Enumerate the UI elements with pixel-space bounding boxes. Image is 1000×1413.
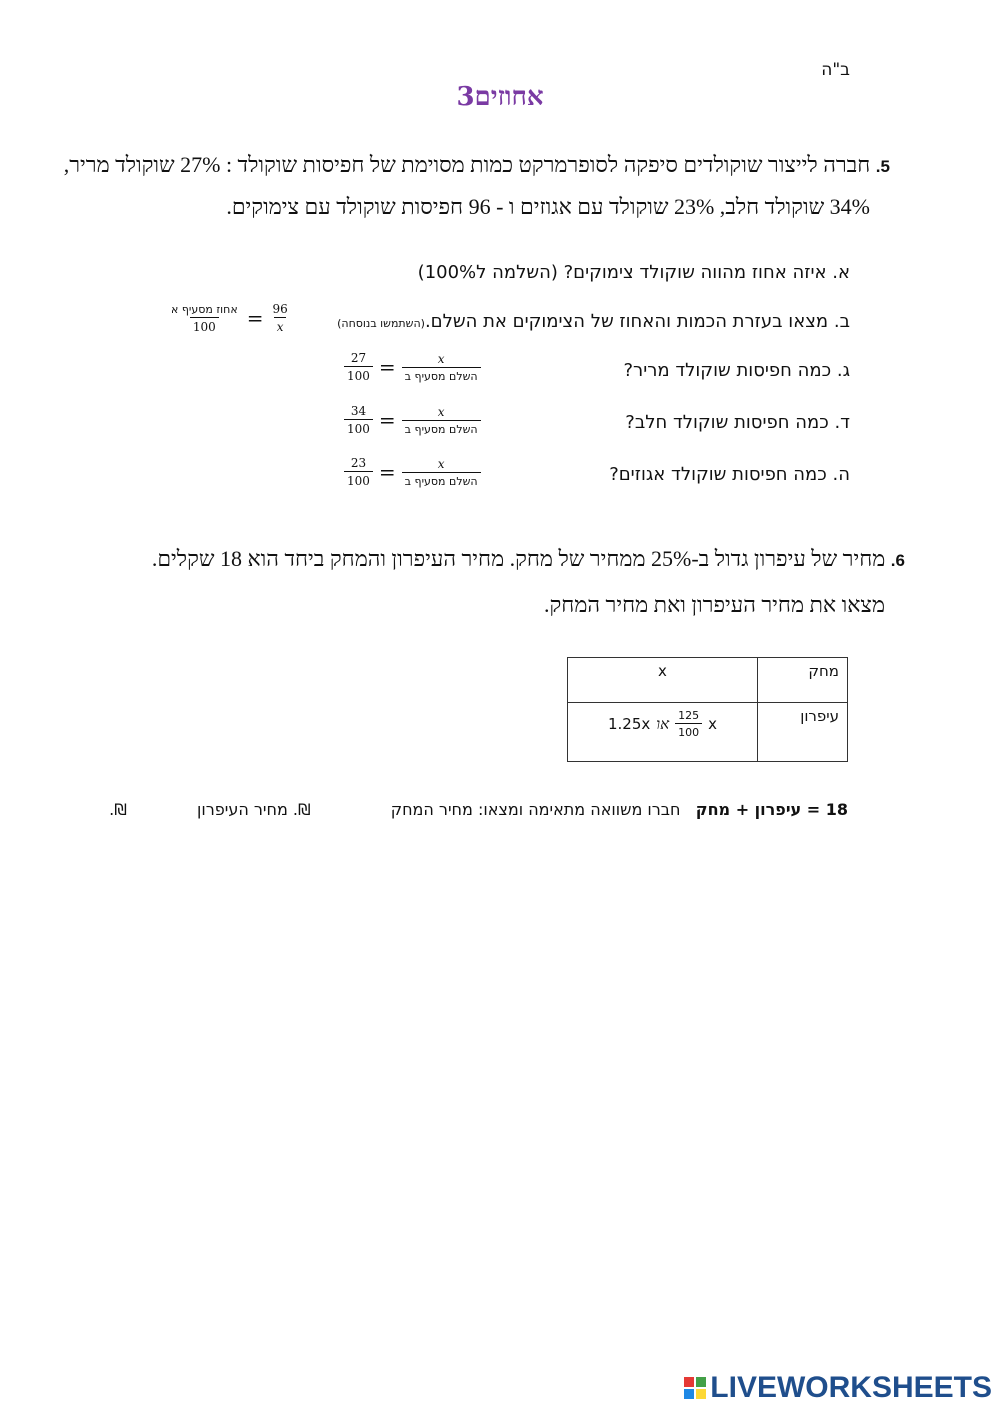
table-row [568, 703, 848, 762]
q5-b-note: (השתמשו בנוסחה) [337, 317, 425, 330]
q6-line1: 6. מחיר של עיפרון גדול ב-25% ממחיר של מחק. מחיר העיפרון והמחק ביחד הוא 18 שקלים. [151, 546, 905, 571]
price-table [567, 657, 848, 762]
value-eraser: x [568, 658, 758, 703]
formula-c: $\frac{27}{100}$ = $\frac{x}{\text{השלם מסעיף ב}}$ [344, 351, 481, 383]
q6-line2: מצאו את מחיר העיפרון ואת מחיר המחק. [544, 592, 885, 617]
logo-grid-icon [684, 1377, 706, 1399]
equation-line: 18 = עיפרון + מחק חברו משוואה מתאימה ומצאו: מחיר המחק ₪. מחיר העיפרון ₪. [109, 800, 848, 819]
q5-line2: 34% שוקולד חלב, 23% שוקולד עם אגוזים ו - 96 חפיסות שוקולד עם צימוקים. [226, 194, 870, 219]
q5-part-e: ה. כמה חפיסות שוקולד אגוזים? [609, 464, 850, 485]
formula-e: $\frac{23}{100}$ = $\frac{x}{\text{השלם מסעיף ב}}$ [344, 456, 481, 488]
q5-line1: 5. חברה לייצור שוקולדים סיפקה לסופרמרקט כמות מסוימת של חפיסות שוקולד : 27% שוקולד מריר, [63, 152, 890, 177]
q5-part-c: ג. כמה חפיסות שוקולד מריר? [623, 360, 850, 381]
bh-header: ב"ה [821, 60, 850, 80]
value-pencil: 1.25x או $\frac{125}{100}$ x [568, 703, 758, 762]
page-title: אחוזים3 [456, 82, 544, 112]
q5-part-b: ב. מצאו בעזרת הכמות והאחוז של הצימוקים את השלם.(השתמשו בנוסחה) [337, 311, 850, 332]
label-eraser: מחק [758, 658, 848, 703]
formula-b: $\frac{\text{אחוז מסעיף א}}{100}$ = $\frac{96}{x}$ [171, 302, 288, 334]
q5-part-d: ד. כמה חפיסות שוקולד חלב? [625, 412, 850, 433]
liveworksheets-logo: LIVEWORKSHEETS [684, 1371, 992, 1405]
q5-part-a: א. איזה אחוז מהווה שוקולד צימוקים? (השלמה ל100%) [417, 262, 850, 283]
q5-number: 5. [875, 157, 890, 176]
table-row [568, 658, 848, 703]
label-pencil: עיפרון [758, 703, 848, 762]
equation-bold: 18 = עיפרון + מחק [695, 800, 848, 819]
q6-number: 6. [890, 551, 905, 570]
formula-d: $\frac{34}{100}$ = $\frac{x}{\text{השלם מסעיף ב}}$ [344, 404, 481, 436]
